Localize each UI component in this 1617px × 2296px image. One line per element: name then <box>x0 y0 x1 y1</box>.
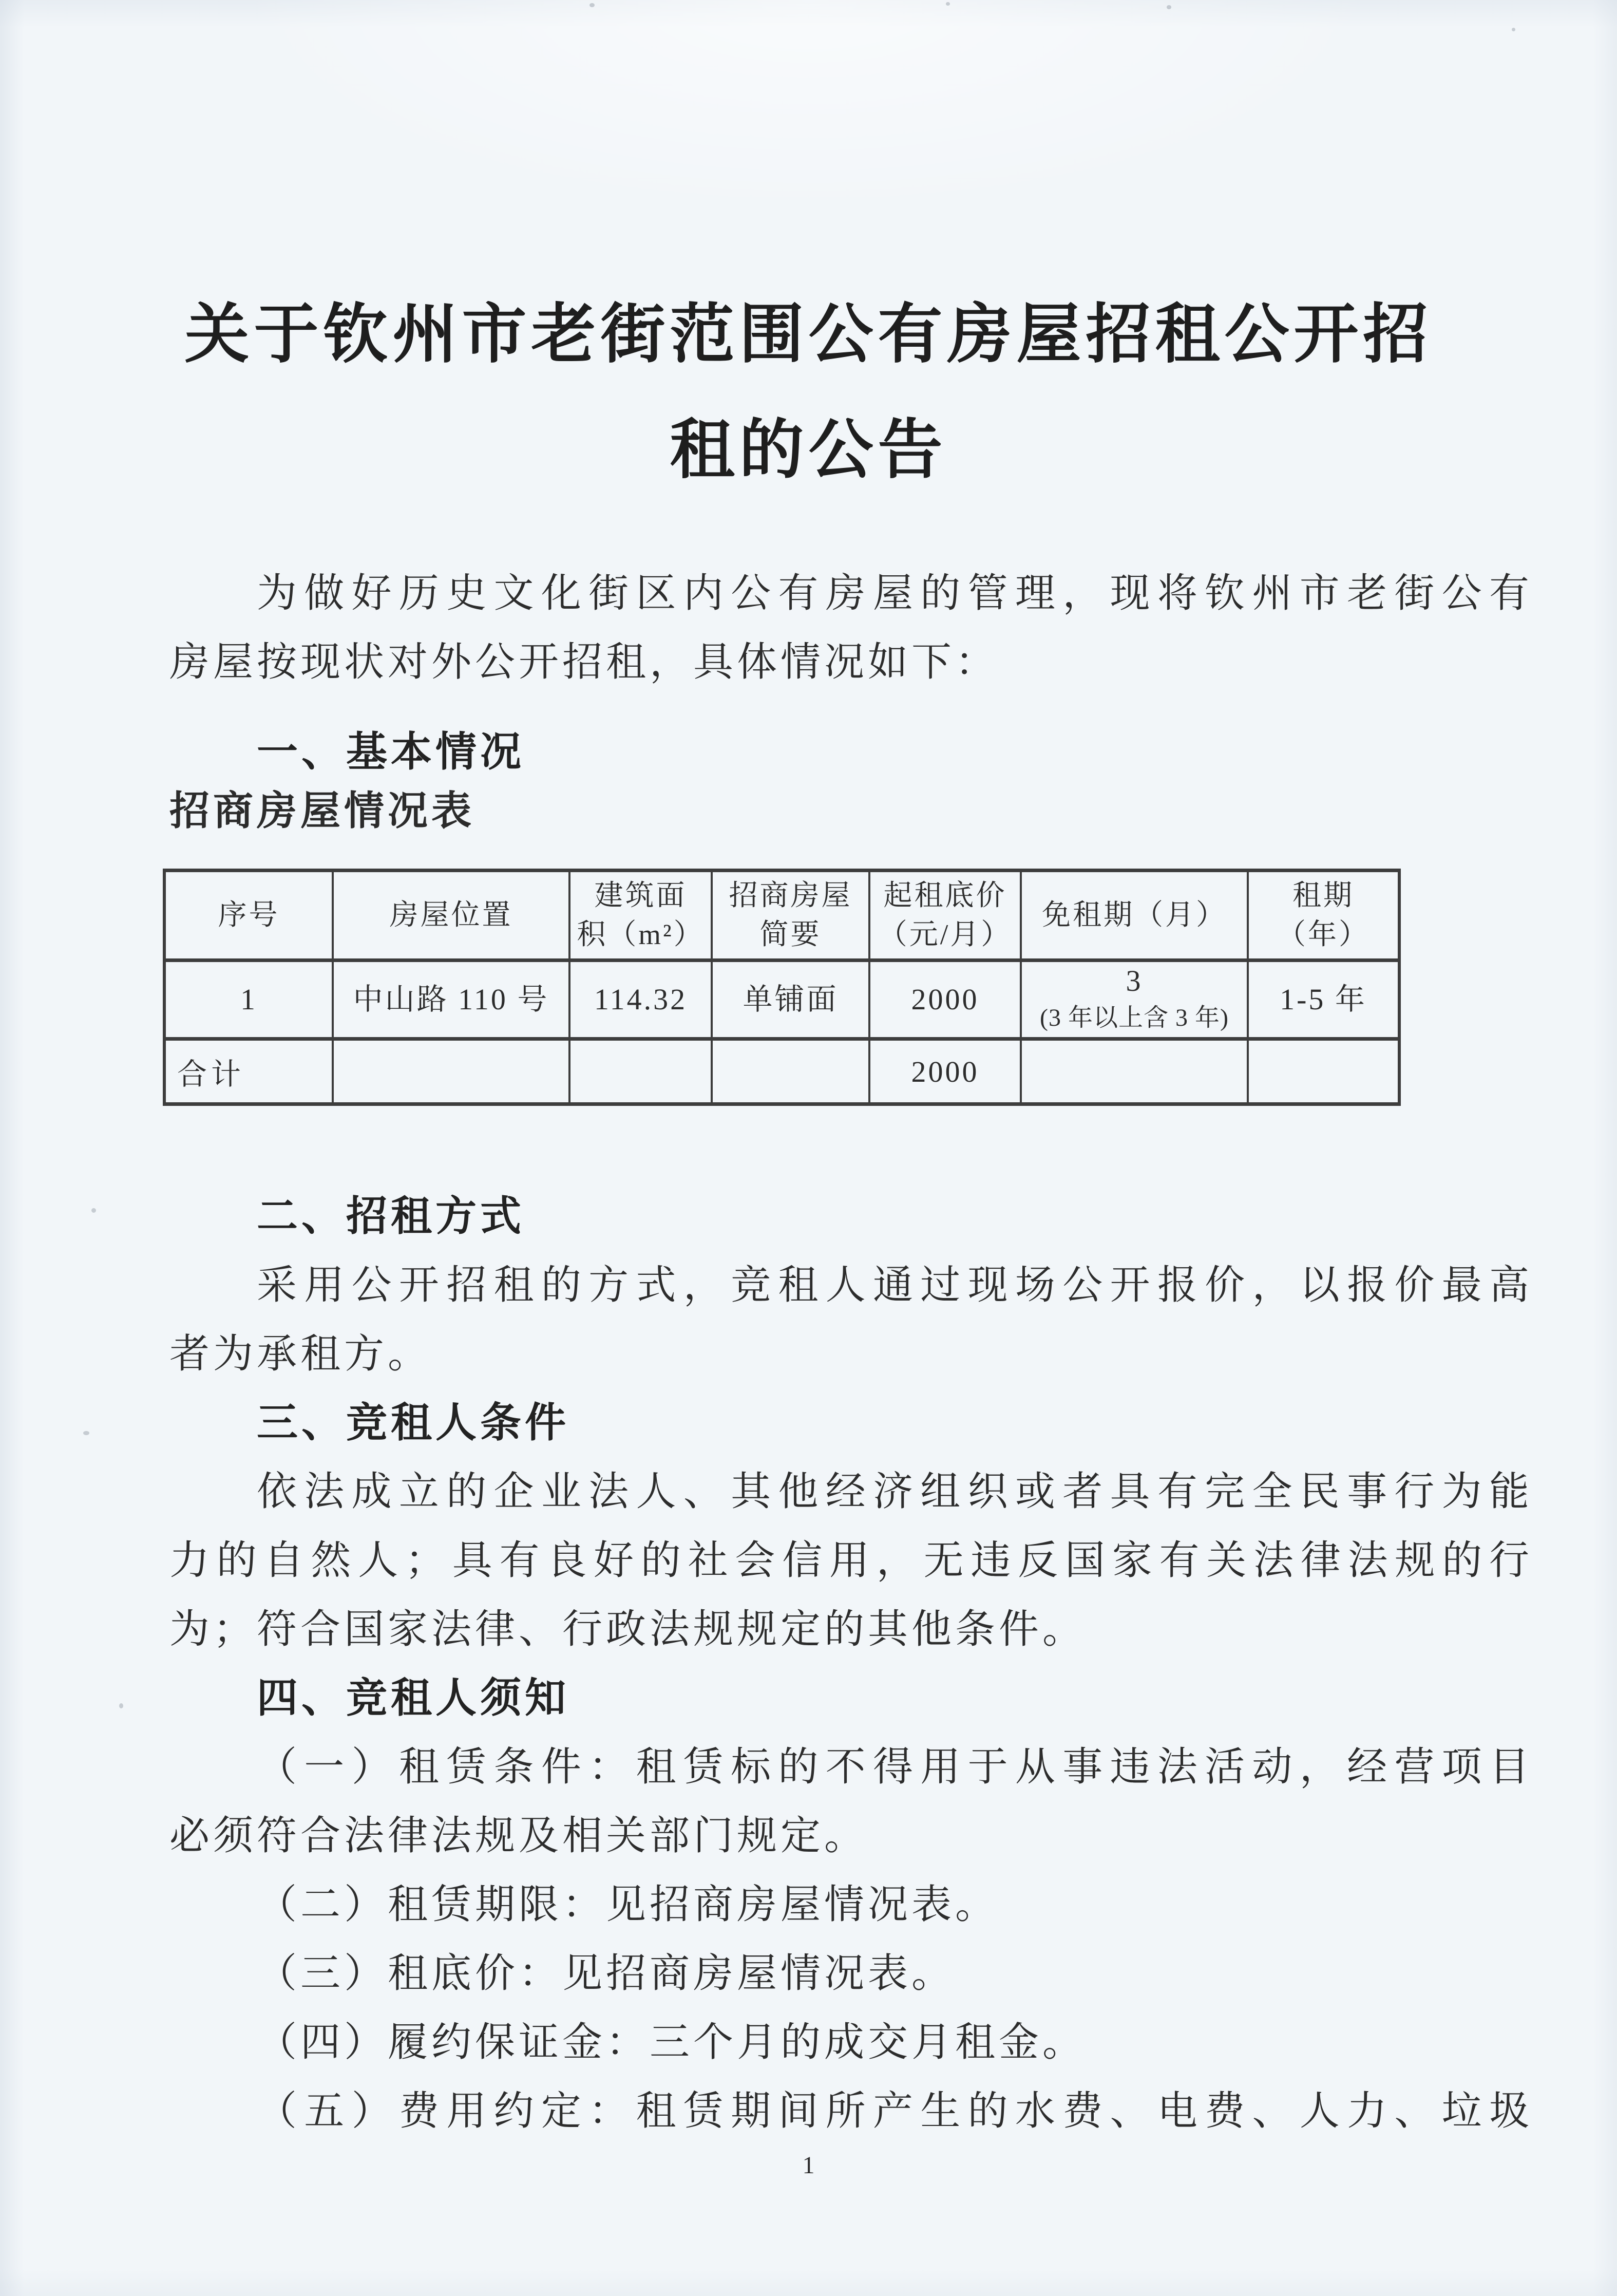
cell-price: 2000 <box>869 961 1021 1039</box>
section-4-item-5: （五）费用约定：租赁期间所产生的水费、电费、人力、垃圾 <box>257 2088 1533 2133</box>
col-header-free-period <box>1021 871 1248 961</box>
scan-speck <box>1167 5 1171 9</box>
cell-free-note: (3 年以上含 3 年) <box>1040 1004 1229 1031</box>
cell-empty <box>712 1039 869 1104</box>
cell-free-period <box>1021 961 1248 1039</box>
cell-total-label: 合计 <box>164 1039 333 1104</box>
housing-info-table <box>163 869 1401 1106</box>
col-header-free-period-text: 免租期（月） <box>1042 899 1227 931</box>
col-header-brief: 招商房屋 简要 <box>712 871 869 961</box>
col-header-seq-text: 序号 <box>218 899 280 931</box>
section-1-heading: 一、基本情况 <box>257 729 525 775</box>
page-number: 1 <box>802 2152 815 2179</box>
table-row <box>164 961 1399 1039</box>
section-3-line-3: 为；符合国家法律、行政法规规定的其他条件。 <box>169 1607 1087 1651</box>
table-caption: 招商房屋情况表 <box>169 788 475 833</box>
section-3-heading: 三、竞租人条件 <box>257 1400 569 1445</box>
section-2-line-1: 采用公开招租的方式，竞租人通过现场公开报价，以报价最高 <box>257 1263 1533 1307</box>
cell-empty <box>1021 1039 1248 1104</box>
scan-speck <box>83 1431 89 1435</box>
scan-speck <box>91 1208 96 1213</box>
table-total-row <box>164 1039 1399 1104</box>
title-line-2: 租的公告 <box>670 413 947 486</box>
section-4-item-1-line-1: （一）租赁条件：租赁标的不得用于从事违法活动，经营项目 <box>257 1744 1533 1789</box>
col-header-location <box>333 871 569 961</box>
section-4-item-2: （二）租赁期限：见招商房屋情况表。 <box>257 1882 999 1927</box>
scan-speck <box>119 1703 123 1708</box>
col-header-area: 建筑面 积（m²） <box>569 871 712 961</box>
section-3-line-2: 力的自然人；具有良好的社会信用，无违反国家有关法律法规的行 <box>169 1538 1533 1583</box>
section-4-item-1-line-2: 必须符合法律法规及相关部门规定。 <box>169 1813 868 1858</box>
scan-speck <box>946 2 950 6</box>
scan-speck <box>1512 28 1515 31</box>
scan-speck <box>589 3 595 7</box>
col-header-price: 起租底价 （元/月） <box>869 871 1021 961</box>
section-4-item-4: （四）履约保证金：三个月的成交月租金。 <box>257 2020 1087 2064</box>
col-header-location-text: 房屋位置 <box>389 899 513 931</box>
section-2-line-2: 者为承租方。 <box>169 1331 432 1376</box>
cell-total-price: 2000 <box>869 1039 1021 1104</box>
section-4-item-3: （三）租底价：见招商房屋情况表。 <box>257 1951 956 1996</box>
section-4-heading: 四、竞租人须知 <box>257 1675 569 1721</box>
cell-brief: 单铺面 <box>712 961 869 1039</box>
col-header-term: 租期 （年） <box>1248 871 1399 961</box>
col-header-seq <box>164 871 333 961</box>
cell-empty <box>333 1039 569 1104</box>
table-header-row <box>164 871 1399 961</box>
section-2-heading: 二、招租方式 <box>257 1193 525 1239</box>
cell-free-months: 3 <box>1126 964 1143 998</box>
cell-location: 中山路 110 号 <box>333 961 569 1039</box>
intro-line-1: 为做好历史文化街区内公有房屋的管理，现将钦州市老街公有 <box>257 571 1533 615</box>
cell-seq: 1 <box>164 961 333 1039</box>
document-title <box>0 276 1617 507</box>
section-3-line-1: 依法成立的企业法人、其他经济组织或者具有完全民事行为能 <box>257 1469 1533 1514</box>
cell-term: 1-5 年 <box>1248 961 1399 1039</box>
cell-empty <box>569 1039 712 1104</box>
title-line-1: 关于钦州市老街范围公有房屋招租公开招 <box>184 298 1433 370</box>
cell-empty <box>1248 1039 1399 1104</box>
document-body <box>169 559 1533 2146</box>
intro-line-2: 房屋按现状对外公开招租，具体情况如下： <box>169 639 999 684</box>
cell-area: 114.32 <box>569 961 712 1039</box>
